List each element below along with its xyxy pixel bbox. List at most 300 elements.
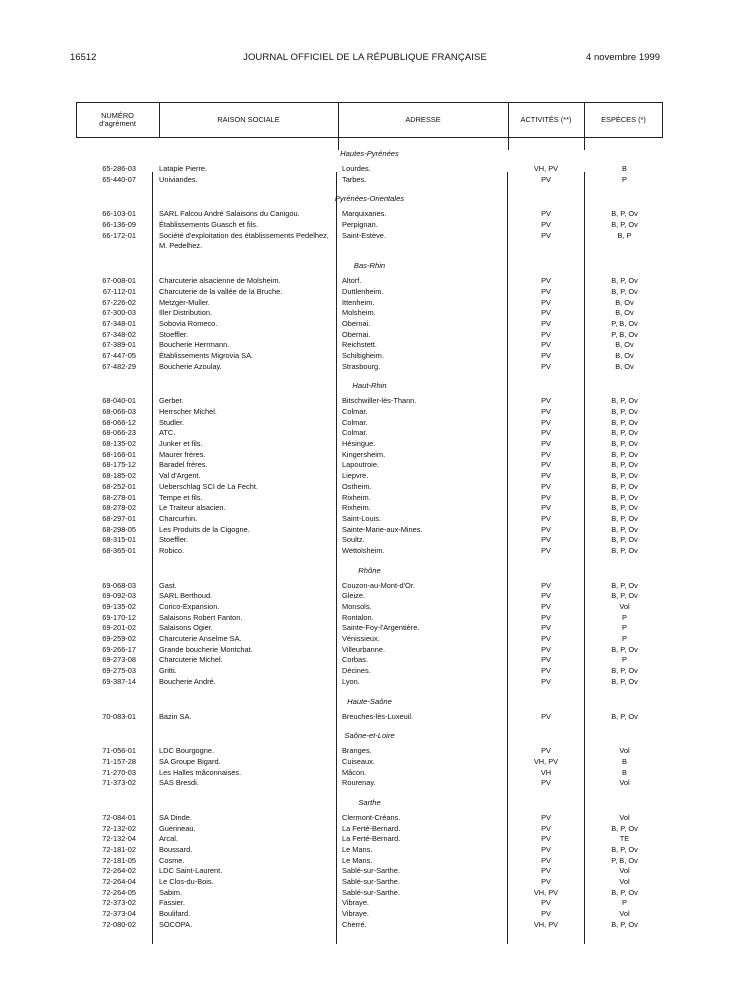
table-row <box>76 362 663 373</box>
activites-cell: PV <box>541 286 551 296</box>
especes-cell: B, Ov <box>615 340 634 350</box>
adresse-cell: Sainte-Foy-l'Argentière. <box>342 623 420 633</box>
activites-cell: PV <box>541 909 551 919</box>
raison-sociale-cell: Maurer frères. <box>159 449 206 459</box>
table-row <box>76 634 663 645</box>
raison-sociale-cell: Corico-Expansion. <box>159 602 220 612</box>
especes-cell: P, B, Ov <box>611 855 638 865</box>
table-row <box>76 666 663 677</box>
raison-sociale-cell: Charcuterie de la vallée de la Bruche. <box>159 286 283 296</box>
numero-cell: 67-482-29 <box>102 361 136 371</box>
raison-sociale-cell: Univiandes. <box>159 174 198 184</box>
adresse-cell: Liepvre. <box>342 471 369 481</box>
numero-cell: 70-083-01 <box>102 711 136 721</box>
raison-sociale-cell: Stoeffler. <box>159 329 189 339</box>
activites-cell: PV <box>541 481 551 491</box>
raison-sociale-cell: Boucherie Azoulay. <box>159 361 222 371</box>
activites-cell: PV <box>541 634 551 644</box>
table-row <box>76 514 663 525</box>
raison-sociale-cell: Baradel frères. <box>159 460 208 470</box>
adresse-cell: Sainte-Marie-aux-Mines. <box>342 524 423 534</box>
adresse-cell: La Ferté-Bernard. <box>342 834 401 844</box>
especes-cell: B, P, Ov <box>611 666 638 676</box>
activites-cell: VH <box>540 767 552 777</box>
activites-cell: PV <box>541 174 551 184</box>
especes-cell: B, P, Ov <box>611 503 638 513</box>
activites-cell: PV <box>541 396 551 406</box>
adresse-cell: Sablé-sur-Sarthe. <box>342 866 400 876</box>
activites-cell: PV <box>541 623 551 633</box>
page-header <box>70 52 660 66</box>
numero-cell: 67-112-01 <box>102 286 136 296</box>
table-row <box>76 287 663 298</box>
raison-sociale-cell: Charcurhin. <box>159 513 198 523</box>
especes-cell: P, B, Ov <box>611 318 638 328</box>
table-row <box>76 396 663 407</box>
adresse-cell: Obernai. <box>342 329 371 339</box>
activites-cell: PV <box>541 297 551 307</box>
page-number: 16512 <box>70 52 97 63</box>
raison-sociale-cell: SOCOPA. <box>159 919 193 929</box>
table-row <box>76 591 663 602</box>
especes-cell: B, P, Ov <box>611 417 638 427</box>
activites-cell: VH, PV <box>533 164 559 173</box>
adresse-cell: Décines. <box>342 666 371 676</box>
activites-cell: PV <box>541 845 551 855</box>
especes-cell: B, P, Ov <box>611 471 638 481</box>
numero-cell: 72-132-04 <box>102 834 136 844</box>
table-row <box>76 613 663 624</box>
especes-cell: B, P, Ov <box>611 492 638 502</box>
activites-cell: VH, PV <box>533 887 559 897</box>
adresse-cell: Le Mans. <box>342 855 373 865</box>
table-row <box>76 602 663 613</box>
especes-cell: P <box>622 898 627 908</box>
especes-cell: P, B, Ov <box>611 329 638 339</box>
adresse-cell: Altorf. <box>342 276 362 286</box>
especes-cell: B, P, Ov <box>611 845 638 855</box>
raison-sociale-cell: Les Halles mâconnaises. <box>159 767 242 777</box>
activites-cell: PV <box>541 535 551 545</box>
table-row <box>76 493 663 504</box>
especes-cell: B, P, Ov <box>611 481 638 491</box>
table-row <box>76 834 663 845</box>
especes-cell: B, P, Ov <box>611 580 638 590</box>
raison-sociale-cell: Salaisons Ogier. <box>159 623 213 633</box>
raison-sociale-cell: Boussard. <box>159 845 193 855</box>
especes-cell: Vol <box>619 812 630 822</box>
especes-cell: TE <box>619 834 630 844</box>
numero-cell: 72-181-02 <box>102 845 136 855</box>
numero-cell: 72-264-04 <box>102 877 136 887</box>
activites-cell: PV <box>541 428 551 438</box>
numero-cell: 68-278-02 <box>102 503 136 513</box>
raison-sociale-cell: Robico. <box>159 545 185 555</box>
numero-cell: 68-315-01 <box>102 535 136 545</box>
adresse-cell: Kingersheim. <box>342 449 386 459</box>
raison-sociale-cell: Boucherie André. <box>159 676 216 686</box>
activites-cell: PV <box>541 580 551 590</box>
raison-sociale-cell: Junker et fils. <box>159 439 203 449</box>
raison-sociale-cell: Iller Distribution. <box>159 308 212 318</box>
numero-cell: 72-373-04 <box>102 909 136 919</box>
numero-cell: 72-080-02 <box>102 919 136 929</box>
numero-cell: 68-185-02 <box>102 471 136 481</box>
numero-cell: 69-135-02 <box>102 602 136 612</box>
department-heading: Rhône <box>358 565 381 575</box>
adresse-cell: Breuches-lès-Luxeuil. <box>342 711 414 721</box>
especes-cell: B, Ov <box>615 308 634 318</box>
especes-cell: B, P, Ov <box>611 676 638 686</box>
table-row <box>76 482 663 493</box>
numero-cell: 69-170-12 <box>102 612 136 622</box>
activites-cell: PV <box>541 340 551 350</box>
activites-cell: PV <box>541 407 551 417</box>
table-row <box>76 535 663 546</box>
table-row <box>76 645 663 656</box>
adresse-cell: Sablé-sur-Sarthe. <box>342 887 400 897</box>
raison-sociale-cell: Latapie Pierre. <box>159 164 208 173</box>
activites-cell: PV <box>541 209 551 219</box>
adresse-cell: Le Mans. <box>342 845 373 855</box>
raison-sociale-cell: Charcuterie Michel. <box>159 655 223 665</box>
table-row <box>76 546 663 557</box>
table-row <box>76 813 663 824</box>
numero-cell: 71-157-28 <box>102 756 136 766</box>
table-row <box>76 655 663 666</box>
adresse-cell: Cherré. <box>342 919 367 929</box>
raison-sociale-cell: Ueberschlag SCI de La Fecht. <box>159 481 259 491</box>
adresse-cell: Rixheim. <box>342 503 371 513</box>
raison-sociale-cell: Les Produits de la Cigogne. <box>159 524 250 534</box>
numero-cell: 71-056-01 <box>102 746 136 756</box>
adresse-cell: Couzon-au-Mont-d'Or. <box>342 580 415 590</box>
table-row <box>76 340 663 351</box>
table-row <box>76 209 663 220</box>
activites-cell: PV <box>541 449 551 459</box>
adresse-cell: Branges. <box>342 746 372 756</box>
raison-sociale-cell: Gast. <box>159 580 177 590</box>
column-header-activites: ACTIVITÉS (**) <box>520 115 572 124</box>
adresse-cell: Duttlenheim. <box>342 286 384 296</box>
especes-cell: P <box>622 174 627 184</box>
adresse-cell: Lyon. <box>342 676 360 686</box>
numero-cell: 66-136-09 <box>102 220 136 230</box>
adresse-cell: La Ferté-Bernard. <box>342 823 401 833</box>
raison-sociale-cell: Le Clos-du-Bois. <box>159 877 214 887</box>
especes-cell: B, P, Ov <box>611 460 638 470</box>
adresse-cell: Obernai. <box>342 318 371 328</box>
table-row <box>76 276 663 287</box>
numero-cell: 71-270-03 <box>102 767 136 777</box>
activites-cell: PV <box>541 855 551 865</box>
table-row <box>76 824 663 835</box>
table-row <box>76 460 663 471</box>
especes-cell: B, P, Ov <box>611 545 638 555</box>
raison-sociale-cell: SA Dinde. <box>159 812 192 822</box>
raison-sociale-cell: Bazin SA. <box>159 711 192 721</box>
table-row <box>76 220 663 231</box>
raison-sociale-cell: Stoeffler. <box>159 535 189 545</box>
numero-cell: 72-132-02 <box>102 823 136 833</box>
activites-cell: PV <box>541 492 551 502</box>
especes-cell: P <box>622 623 627 633</box>
table-row <box>76 418 663 429</box>
especes-cell: B, P, Ov <box>611 449 638 459</box>
activites-cell: PV <box>541 308 551 318</box>
activites-cell: PV <box>541 276 551 286</box>
especes-cell: Vol <box>619 909 630 919</box>
activites-cell: PV <box>541 220 551 230</box>
adresse-cell: Ittenheim. <box>342 297 375 307</box>
numero-cell: 69-273-08 <box>102 655 136 665</box>
numero-cell: 69-092-03 <box>102 591 136 601</box>
adresse-cell: Rontalon. <box>342 612 374 622</box>
adresse-cell: Cuiseaux. <box>342 756 375 766</box>
especes-cell: Vol <box>619 602 630 612</box>
raison-sociale-cell: Val d'Argent. <box>159 471 201 481</box>
numero-cell: 65-440-07 <box>102 174 136 184</box>
adresse-cell: Strasbourg. <box>342 361 381 371</box>
numero-cell: 68-175-12 <box>102 460 136 470</box>
especes-cell: B, P, Ov <box>611 220 638 230</box>
table-row <box>76 845 663 856</box>
numero-cell: 69-201-02 <box>102 623 136 633</box>
raison-sociale-cell: Le Traiteur alsacien. <box>159 503 226 513</box>
especes-cell: B, P, Ov <box>611 524 638 534</box>
especes-cell: B <box>622 164 627 173</box>
activites-cell: PV <box>541 361 551 371</box>
numero-cell: 72-264-02 <box>102 866 136 876</box>
especes-cell: Vol <box>619 877 630 887</box>
table-row <box>76 909 663 920</box>
adresse-cell: Colmar. <box>342 428 368 438</box>
activites-cell: PV <box>541 746 551 756</box>
column-header-adresse: ADRESSE <box>405 115 441 124</box>
activites-cell: PV <box>541 350 551 360</box>
numero-cell: 67-348-01 <box>102 318 136 328</box>
activites-cell: PV <box>541 866 551 876</box>
adresse-cell: Clermont-Créans. <box>342 812 401 822</box>
numero-cell: 71-373-02 <box>102 778 136 788</box>
adresse-cell: Hésingue. <box>342 439 376 449</box>
raison-sociale-cell: Établissements Guasch et fils. <box>159 220 258 230</box>
adresse-cell: Wettolsheim. <box>342 545 385 555</box>
especes-cell: Vol <box>619 866 630 876</box>
raison-sociale-cell: Guerineau. <box>159 823 196 833</box>
numero-cell: 69-266-17 <box>102 644 136 654</box>
activites-cell: PV <box>541 524 551 534</box>
raison-sociale-cell: Salaisons Robert Fanton. <box>159 612 243 622</box>
activites-cell: PV <box>541 676 551 686</box>
table-row <box>76 757 663 768</box>
table-row <box>76 330 663 341</box>
activites-cell: PV <box>541 612 551 622</box>
adresse-cell: Bitschwiller-lès-Thann. <box>342 396 417 406</box>
activites-cell: PV <box>541 666 551 676</box>
numero-cell: 66-103-01 <box>102 209 136 219</box>
especes-cell: B, P, Ov <box>611 209 638 219</box>
table-row <box>76 351 663 362</box>
numero-cell: 68-066-12 <box>102 417 136 427</box>
department-heading: Sarthe <box>358 797 381 807</box>
numero-cell: 67-447-05 <box>102 350 136 360</box>
raison-sociale-cell: Arcal. <box>159 834 178 844</box>
numero-cell: 68-135-02 <box>102 439 136 449</box>
especes-cell: B, P, Ov <box>611 407 638 417</box>
table-row <box>76 778 663 789</box>
raison-sociale-cell: Sabim. <box>159 887 183 897</box>
department-heading: Haut-Rhin <box>352 381 387 391</box>
adresse-cell: Vénissieux. <box>342 634 380 644</box>
activites-cell: PV <box>541 230 551 240</box>
adresse-cell: Gleize. <box>342 591 366 601</box>
activites-cell: PV <box>541 898 551 908</box>
numero-cell: 67-389-01 <box>102 340 136 350</box>
adresse-cell: Perpignan. <box>342 220 378 230</box>
especes-cell: B, P <box>617 230 632 240</box>
adresse-cell: Villeurbanne. <box>342 644 386 654</box>
numero-cell: 68-297-01 <box>102 513 136 523</box>
numero-cell: 67-226-02 <box>102 297 136 307</box>
activites-cell: PV <box>541 711 551 721</box>
activites-cell: VH, PV <box>533 919 559 929</box>
activites-cell: PV <box>541 591 551 601</box>
column-header-numero: NUMÉRO d'agrément <box>99 111 136 128</box>
especes-cell: B, P, Ov <box>611 396 638 406</box>
especes-cell: B, P, Ov <box>611 887 638 897</box>
adresse-cell: Rixheim. <box>342 492 371 502</box>
department-heading: Hautes-Pyrénées <box>340 149 399 158</box>
especes-cell: B, P, Ov <box>611 919 638 929</box>
numero-cell: 68-066-23 <box>102 428 136 438</box>
activites-cell: PV <box>541 812 551 822</box>
table-row <box>76 712 663 723</box>
table-row <box>76 175 663 186</box>
table-row <box>76 856 663 867</box>
table-row <box>76 898 663 909</box>
activites-cell: PV <box>541 823 551 833</box>
table-row <box>76 428 663 439</box>
especes-cell: P <box>622 655 627 665</box>
raison-sociale-cell: SA Groupe Bigard. <box>159 756 221 766</box>
especes-cell: B, P, Ov <box>611 439 638 449</box>
raison-sociale-cell: SAS Bresdi. <box>159 778 199 788</box>
department-heading: Saône-et-Loire <box>344 731 395 741</box>
especes-cell: Vol <box>619 778 630 788</box>
activites-cell: PV <box>541 318 551 328</box>
table-row <box>76 888 663 899</box>
raison-sociale-cell: SARL Berthoud. <box>159 591 213 601</box>
activites-cell: PV <box>541 778 551 788</box>
activites-cell: VH, PV <box>533 756 559 766</box>
activites-cell: PV <box>541 644 551 654</box>
especes-cell: P <box>622 612 627 622</box>
especes-cell: B, Ov <box>615 361 634 371</box>
adresse-cell: Schiltigheim. <box>342 350 384 360</box>
raison-sociale-cell: Charcuterie alsacienne de Molsheim. <box>159 276 281 286</box>
table-row <box>76 319 663 330</box>
numero-cell: 68-040-01 <box>102 396 136 406</box>
raison-sociale-cell: Metzger-Muller. <box>159 297 210 307</box>
adresse-cell: Ostheim. <box>342 481 372 491</box>
especes-cell: B <box>622 756 627 766</box>
especes-cell: B, P, Ov <box>611 711 638 721</box>
department-heading: Bas-Rhin <box>353 261 386 271</box>
numero-cell: 72-264-05 <box>102 887 136 897</box>
adresse-cell: Colmar. <box>342 407 368 417</box>
adresse-cell: Mâcon. <box>342 767 367 777</box>
table-row <box>76 768 663 779</box>
activites-cell: PV <box>541 417 551 427</box>
adresse-cell: Soultz. <box>342 535 365 545</box>
numero-cell: 69-068-03 <box>102 580 136 590</box>
adresse-cell: Molsheim. <box>342 308 376 318</box>
table-body <box>76 146 663 931</box>
raison-sociale-cell: Gerber. <box>159 396 184 406</box>
activites-cell: PV <box>541 545 551 555</box>
adresse-cell: Sablé-sur-Sarthe. <box>342 877 400 887</box>
especes-cell: B, P, Ov <box>611 535 638 545</box>
especes-cell: B, P, Ov <box>611 513 638 523</box>
adresse-cell: Marquixanes. <box>342 209 387 219</box>
raison-sociale-cell: ATC. <box>159 428 176 438</box>
especes-cell: B, P, Ov <box>611 428 638 438</box>
especes-cell: B, P, Ov <box>611 823 638 833</box>
especes-cell: B <box>622 767 627 777</box>
especes-cell: B, Ov <box>615 297 634 307</box>
table-row <box>76 581 663 592</box>
adresse-cell: Reichstett. <box>342 340 377 350</box>
raison-sociale-cell: LDC Bourgogne. <box>159 746 215 756</box>
adresse-cell: Saint-Louis. <box>342 513 382 523</box>
adresse-cell: Lourdes. <box>342 164 371 173</box>
numero-cell: 67-008-01 <box>102 276 136 286</box>
numero-cell: 67-348-02 <box>102 329 136 339</box>
raison-sociale-cell: LDC Saint-Laurent. <box>159 866 223 876</box>
numero-cell: 66-172-01 <box>102 230 136 240</box>
especes-cell: B, P, Ov <box>611 276 638 286</box>
table-row <box>76 623 663 634</box>
adresse-cell: Lapoutroie. <box>342 460 379 470</box>
activites-cell: PV <box>541 503 551 513</box>
adresse-cell: Tarbes. <box>342 174 367 184</box>
especes-cell: P <box>622 634 627 644</box>
table-row <box>76 439 663 450</box>
table-row <box>76 503 663 514</box>
raison-sociale-cell: Tempe et fils. <box>159 492 203 502</box>
activites-cell: PV <box>541 655 551 665</box>
numero-cell: 72-084-01 <box>102 812 136 822</box>
numero-cell: 69-387-14 <box>102 676 136 686</box>
department-heading: Haute-Saône <box>347 696 392 706</box>
table-row <box>76 471 663 482</box>
raison-sociale-cell: Cosme. <box>159 855 185 865</box>
numero-cell: 68-365-01 <box>102 545 136 555</box>
numero-cell: 69-259-02 <box>102 634 136 644</box>
numero-cell: 68-166-01 <box>102 449 136 459</box>
table-row <box>76 231 663 252</box>
table-row <box>76 164 663 175</box>
activites-cell: PV <box>541 602 551 612</box>
adresse-cell: Corbas. <box>342 655 368 665</box>
raison-sociale-cell: Gritti. <box>159 666 177 676</box>
table-row <box>76 308 663 319</box>
raison-sociale-cell: Société d'exploitation des établissements Pedelhez, M. Pedelhez. <box>159 230 329 251</box>
table-row <box>76 677 663 688</box>
numero-cell: 68-252-01 <box>102 481 136 491</box>
raison-sociale-cell: Sobovia Romeco. <box>159 318 218 328</box>
